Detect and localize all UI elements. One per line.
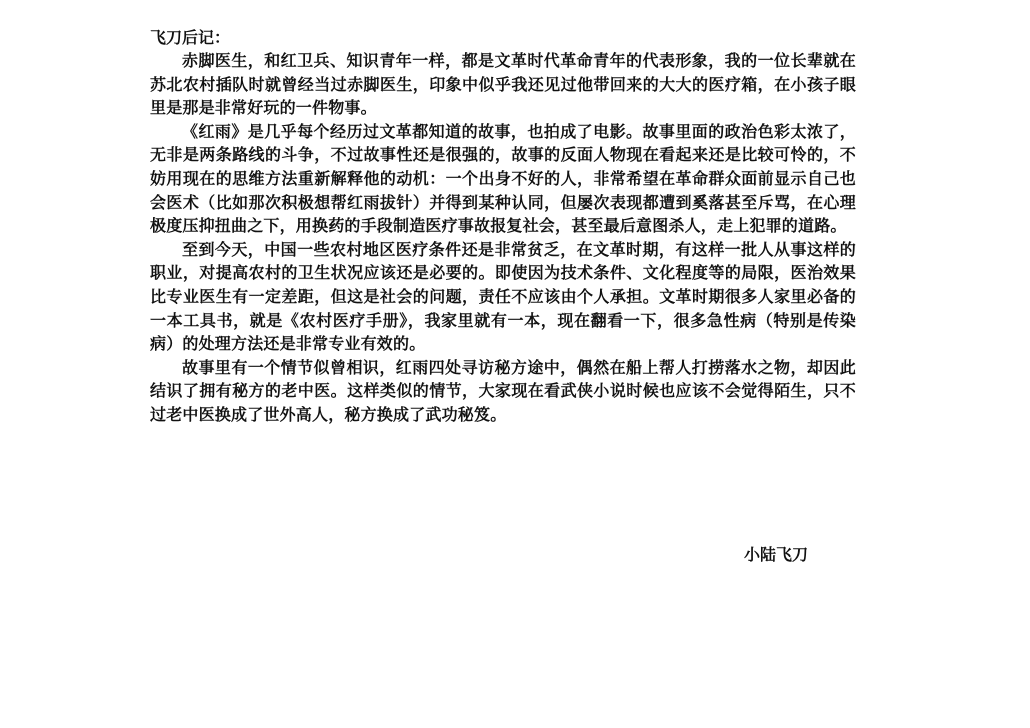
paragraph-barefoot-doctor: 赤脚医生，和红卫兵、知识青年一样，都是文革时代革命青年的代表形象，我的一位长辈就在苏北农村插队时就曾经当过赤脚医生，印象中似乎我还见过他带回来的大大的医疗箱，在小孩子眼里是那是非常好玩的一件物事。 [150,51,856,118]
paragraph-plot-similarity: 故事里有一个情节似曾相识，红雨四处寻访秘方途中，偶然在船上帮人打捞落水之物，却因此结识了拥有秘方的老中医。这样类似的情节，大家现在看武侠小说时候也应该不会觉得陌生，只不过老中医换成了世外高人，秘方换成了武功秘笈。 [150,357,856,424]
paragraph-rural-medicine: 至到今天，中国一些农村地区医疗条件还是非常贫乏，在文革时期，有这样一批人从事这样的职业，对提高农村的卫生状况应该还是必要的。即使因为技术条件、文化程度等的局限，医治效果比专业医生有一定差距，但这是社会的问题，责任不应该由个人承担。文革时期很多人家里必备的一本工具书，就是《农村医疗手册》，我家里就有一本，现在翻看一下，很多急性病（特别是传染病）的处理方法还是非常专业有效的。 [150,239,856,354]
afterword-heading: 飞刀后记： [150,28,231,47]
afterword-body [150,26,856,427]
author-signature: 小陆飞刀 [744,545,809,564]
paragraph-red-rain-story: 《红雨》是几乎每个经历过文革都知道的故事，也拍成了电影。故事里面的政治色彩太浓了，无非是两条路线的斗争，不过故事性还是很强的，故事的反面人物现在看起来还是比较可怜的，不妨用现在的思维方法重新解释他的动机：一个出身不好的人，非常希望在革命群众面前显示自己也会医术（比如那次积极想帮红雨拔针）并得到某种认同，但屡次表现都遭到奚落甚至斥骂，在心理极度压抑扭曲之下，用换药的手段制造医疗事故报复社会，甚至最后意图杀人，走上犯罪的道路。 [150,121,856,236]
